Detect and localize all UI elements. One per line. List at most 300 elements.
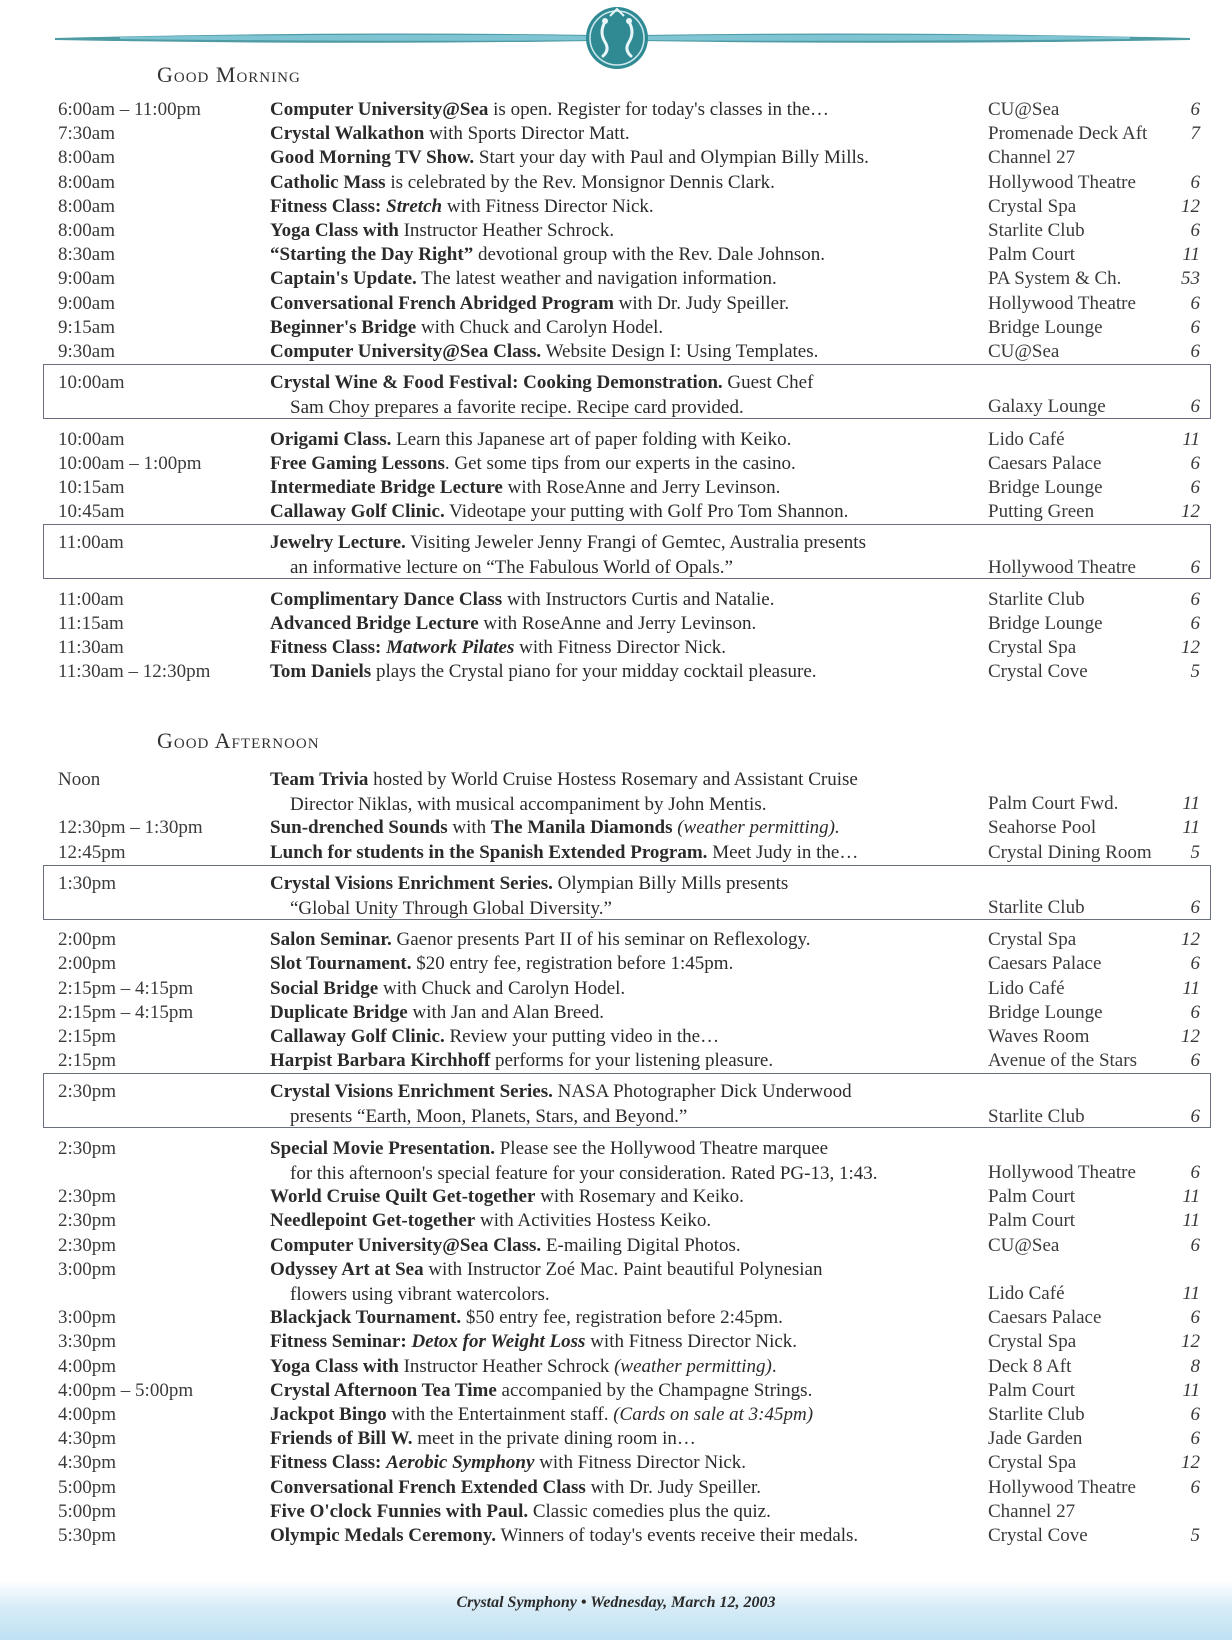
footer-text: Crystal Symphony • Wednesday, March 12, 2003 (456, 1594, 776, 1611)
event-time: 4:00pm (58, 1404, 117, 1425)
event-channel-or-deck: 6 (1190, 1476, 1200, 1498)
event-title: Sun-drenched Sounds (270, 817, 448, 839)
event-time: 2:30pm (58, 1137, 117, 1159)
event-row (58, 1426, 1200, 1451)
event-row (58, 1305, 1200, 1330)
event-detail: E-mailing Digital Photos. (541, 1234, 741, 1256)
event-row (58, 871, 1200, 919)
event-description (270, 1475, 761, 1500)
event-performer: The Manila Diamonds (490, 817, 673, 839)
event-description (270, 1024, 719, 1049)
event-row (58, 194, 1200, 219)
event-detail: with Rosemary and Keiko. (535, 1186, 744, 1208)
event-title: Conversational French Abridged Program (270, 292, 614, 314)
event-channel-or-deck: 6 (1190, 1428, 1200, 1450)
event-time: 8:00am (58, 220, 115, 241)
event-time: 2:30pm (58, 1186, 117, 1208)
event-channel-or-deck: 11 (1182, 1379, 1200, 1401)
event-description (270, 840, 858, 865)
event-location: Starlite Club (988, 588, 1085, 610)
event-channel-or-deck: 6 (1190, 220, 1200, 241)
event-detail: Videotape your putting with Golf Pro Tom Shannon. (444, 501, 849, 523)
event-channel-or-deck: 11 (1182, 1210, 1200, 1232)
event-detail: with Chuck and Carolyn Hodel. (378, 977, 626, 999)
event-title: Beginner's Bridge (270, 316, 417, 338)
event-location: Crystal Cove (988, 1525, 1088, 1546)
event-row (58, 242, 1200, 267)
section-title-morning: Good Morning (157, 62, 301, 87)
event-location: Palm Court (988, 1210, 1076, 1232)
event-time: 2:15pm – 4:15pm (58, 1001, 194, 1023)
event-title: Computer University@Sea Class. (270, 341, 542, 362)
event-detail: Instructor Heather Schrock (398, 1355, 615, 1377)
event-time: 8:00am (58, 147, 115, 169)
event-title: Odyssey Art at Sea (270, 1258, 424, 1280)
event-note: (Cards on sale at 3:45pm) (613, 1404, 814, 1425)
event-detail: Website Design I: Using Templates. (541, 341, 819, 362)
event-time: 11:00am (58, 532, 124, 554)
event-detail: with Dr. Judy Speiller. (585, 1476, 762, 1498)
event-title: Crystal Visions Enrichment Series. (270, 1081, 553, 1103)
event-row (58, 635, 1200, 660)
event-channel-or-deck: 6 (1190, 1161, 1200, 1183)
event-title: Callaway Golf Clinic. (270, 1026, 445, 1047)
event-time: 2:15pm (58, 1050, 117, 1072)
event-row (58, 927, 1200, 952)
event-time: 2:30pm (58, 1210, 117, 1232)
event-row (58, 266, 1200, 291)
event-detail: with Fitness Director Nick. (442, 195, 654, 217)
event-location: Putting Green (988, 501, 1095, 523)
event-description (270, 871, 788, 896)
event-row (58, 530, 1200, 579)
event-channel-or-deck: 6 (1190, 1105, 1200, 1127)
event-time: 5:00pm (58, 1500, 117, 1522)
event-title: Callaway Golf Clinic. (270, 501, 445, 523)
event-location: Hollywood Theatre (988, 171, 1136, 193)
event-row (58, 1233, 1200, 1258)
event-detail-continued: presents “Earth, Moon, Planets, Stars, and Beyond.” (290, 1106, 688, 1128)
event-channel-or-deck: 12 (1181, 195, 1200, 217)
event-channel-or-deck: 6 (1190, 1001, 1200, 1023)
event-note: (weather permitting) (614, 1355, 772, 1377)
event-channel-or-deck: 12 (1181, 1026, 1200, 1047)
event-channel-or-deck: 5 (1190, 1525, 1200, 1546)
event-channel-or-deck: 8 (1190, 1355, 1200, 1377)
event-detail-continued: Sam Choy prepares a favorite recipe. Recipe card provided. (290, 397, 744, 419)
event-detail: devotional group with the Rev. Dale Johnson. (473, 244, 825, 266)
event-detail: with Dr. Judy Speiller. (613, 292, 790, 314)
event-title: Crystal Afternoon Tea Time (270, 1379, 497, 1401)
event-time: 8:00am (58, 195, 115, 217)
event-detail: accompanied by the Champagne Strings. (496, 1379, 813, 1401)
event-title: Captain's Update. (270, 268, 417, 290)
event-row (58, 475, 1200, 500)
event-description (270, 475, 780, 500)
event-location: Crystal Spa (988, 1331, 1077, 1353)
event-detail-end: . (771, 1355, 777, 1377)
event-time: 10:00am (58, 372, 125, 394)
event-description (270, 315, 663, 340)
event-description (270, 1523, 858, 1548)
event-time: 2:30pm (58, 1234, 117, 1256)
event-location: Palm Court (988, 1186, 1076, 1208)
event-location: Channel 27 (988, 1500, 1076, 1522)
event-row (58, 1499, 1200, 1524)
event-detail: plays the Crystal piano for your midday cocktail pleasure. (371, 661, 817, 683)
event-detail: with Chuck and Carolyn Hodel. (416, 316, 664, 338)
event-location: Lido Café (988, 977, 1065, 999)
event-channel-or-deck: 11 (1182, 793, 1200, 815)
event-row (58, 1048, 1200, 1073)
event-description (270, 1184, 744, 1209)
event-description (270, 291, 789, 316)
event-detail: is open. Register for today's classes in the… (488, 99, 829, 120)
event-description (270, 1208, 711, 1233)
event-description (270, 499, 848, 524)
event-channel-or-deck: 6 (1190, 1234, 1200, 1256)
event-time: 8:30am (58, 244, 115, 266)
event-row (58, 339, 1200, 364)
event-detail: Please see the Hollywood Theatre marquee (494, 1137, 829, 1159)
event-detail: with Fitness Director Nick. (585, 1331, 798, 1353)
event-location: Caesars Palace (988, 452, 1102, 474)
event-description (270, 815, 840, 840)
event-title: Catholic Mass (270, 171, 386, 193)
event-row (58, 1354, 1200, 1379)
event-detail: with Fitness Director Nick. (514, 637, 726, 659)
event-detail: hosted by World Cruise Hostess Rosemary and Assistant Cruise (368, 769, 858, 790)
event-time: 11:30am (58, 637, 124, 659)
event-title: Special Movie Presentation. (270, 1137, 495, 1159)
event-description (270, 1329, 797, 1354)
event-detail: Visiting Jeweler Jenny Frangi of Gemtec, Australia presents (405, 532, 866, 554)
event-location: Channel 27 (988, 147, 1076, 169)
event-title: Good Morning TV Show. (270, 147, 475, 169)
event-location: Hollywood Theatre (988, 1476, 1136, 1498)
event-channel-or-deck: 12 (1181, 637, 1200, 659)
event-title: Friends of Bill W. (270, 1428, 413, 1450)
event-location: Crystal Spa (988, 929, 1077, 951)
event-description (270, 1354, 777, 1379)
event-title: Fitness Class: (270, 195, 387, 217)
event-location: Lido Café (988, 1282, 1065, 1304)
event-row (58, 1523, 1200, 1548)
event-detail: performs for your listening pleasure. (490, 1050, 774, 1072)
event-row (58, 370, 1200, 419)
event-description (270, 1048, 773, 1073)
event-location: Starlite Club (988, 896, 1085, 918)
event-description (270, 427, 791, 452)
event-location: Caesars Palace (988, 953, 1102, 975)
event-title-italic: Matwork Pilates (386, 637, 515, 659)
event-time: 3:00pm (58, 1258, 117, 1280)
event-channel-or-deck: 5 (1190, 661, 1200, 683)
event-row (58, 659, 1200, 684)
event-detail-continued: flowers using vibrant watercolors. (290, 1283, 550, 1305)
event-row (58, 451, 1200, 476)
event-row (58, 291, 1200, 316)
event-detail: . Get some tips from our experts in the casino. (444, 452, 796, 474)
event-title: Computer University@Sea Class. (270, 1234, 542, 1256)
event-time: 4:30pm (58, 1452, 117, 1474)
event-detail: with RoseAnne and Jerry Levinson. (478, 613, 757, 634)
event-title: Crystal Visions Enrichment Series. (270, 872, 553, 894)
event-detail: Classic comedies plus the quiz. (528, 1500, 771, 1522)
event-description (270, 587, 774, 612)
event-channel-or-deck: 11 (1182, 1282, 1200, 1304)
event-row (58, 1208, 1200, 1233)
event-title: Origami Class. (270, 428, 392, 450)
event-title: Tom Daniels (270, 661, 372, 683)
event-detail: Learn this Japanese art of paper folding with Keiko. (391, 428, 792, 450)
event-location: Hollywood Theatre (988, 556, 1136, 578)
event-detail: Winners of today's events receive their medals. (496, 1525, 859, 1546)
event-time: 10:00am (58, 428, 125, 450)
event-time: 2:30pm (58, 1081, 117, 1103)
event-title: Fitness Class: (270, 1452, 387, 1474)
event-row (58, 1450, 1200, 1475)
event-time: 2:00pm (58, 953, 117, 975)
event-time: 4:00pm (58, 1355, 117, 1377)
event-time: 6:00am – 11:00pm (58, 99, 201, 120)
event-channel-or-deck: 12 (1181, 501, 1200, 523)
event-channel-or-deck: 6 (1190, 477, 1200, 498)
event-row (58, 1024, 1200, 1049)
event-row (58, 170, 1200, 195)
event-location: Crystal Spa (988, 637, 1077, 659)
event-channel-or-deck: 11 (1182, 817, 1200, 839)
event-detail: with Jan and Alan Breed. (407, 1001, 605, 1023)
event-time: 9:30am (58, 341, 115, 362)
event-description (270, 194, 654, 219)
event-row (58, 767, 1200, 815)
event-channel-or-deck: 6 (1190, 292, 1200, 314)
event-location: Promenade Deck Aft (988, 123, 1148, 145)
event-detail: with RoseAnne and Jerry Levinson. (502, 477, 781, 498)
event-location: Bridge Lounge (988, 1001, 1103, 1023)
event-description (270, 1499, 771, 1524)
event-time: 11:30am – 12:30pm (58, 661, 211, 683)
event-title: Computer University@Sea (270, 99, 489, 120)
event-time: 11:00am (58, 588, 124, 610)
event-channel-or-deck: 6 (1190, 953, 1200, 975)
event-row (58, 499, 1200, 524)
event-channel-or-deck: 11 (1182, 1186, 1200, 1208)
event-location: Crystal Dining Room (988, 841, 1152, 863)
event-time: 10:00am – 1:00pm (58, 452, 202, 474)
event-detail: Olympian Billy Mills presents (552, 872, 789, 894)
event-title: Jackpot Bingo (270, 1404, 387, 1425)
event-location: PA System & Ch. (988, 268, 1122, 290)
event-time: 9:00am (58, 292, 115, 314)
event-detail: is celebrated by the Rev. Monsignor Dennis Clark. (385, 171, 775, 193)
event-row (58, 218, 1200, 243)
event-detail: with Instructors Curtis and Natalie. (502, 588, 775, 610)
event-time: 10:15am (58, 477, 125, 498)
event-row (58, 1184, 1200, 1209)
event-row (58, 1378, 1200, 1403)
event-note: (weather permitting). (672, 817, 840, 839)
event-time: 2:15pm – 4:15pm (58, 977, 194, 999)
event-time: 1:30pm (58, 872, 117, 894)
event-channel-or-deck: 5 (1190, 841, 1200, 863)
event-title: Lunch for students in the Spanish Extended Program. (270, 841, 708, 863)
event-row (58, 840, 1200, 865)
event-channel-or-deck: 6 (1190, 556, 1200, 578)
event-time: 2:15pm (58, 1026, 117, 1047)
event-time: 8:00am (58, 171, 115, 193)
event-title: Fitness Class: (270, 637, 387, 659)
event-description (270, 951, 733, 976)
event-location: Lido Café (988, 428, 1065, 450)
event-description (270, 1079, 852, 1104)
event-detail-continued: an informative lecture on “The Fabulous World of Opals.” (290, 557, 733, 579)
event-description (270, 1233, 741, 1258)
event-row (58, 1000, 1200, 1025)
event-row (58, 1079, 1200, 1128)
event-description (270, 451, 796, 476)
event-title: Olympic Medals Ceremony. (270, 1525, 497, 1546)
event-title: Blackjack Tournament. (270, 1307, 462, 1329)
event-description (270, 635, 726, 660)
event-channel-or-deck: 6 (1190, 316, 1200, 338)
event-description (270, 1136, 828, 1161)
event-description (270, 1305, 783, 1330)
event-title: Complimentary Dance Class (270, 588, 503, 610)
event-channel-or-deck: 53 (1181, 268, 1200, 290)
event-detail: Meet Judy in the… (707, 841, 859, 863)
event-time: 11:15am (58, 613, 124, 634)
event-row (58, 815, 1200, 840)
event-location: CU@Sea (988, 1234, 1060, 1256)
event-title: Crystal Walkathon (270, 123, 425, 145)
event-row (58, 427, 1200, 452)
event-location: Palm Court Fwd. (988, 793, 1119, 815)
event-row (58, 951, 1200, 976)
event-title: Needlepoint Get-together (270, 1210, 476, 1232)
event-description (270, 659, 817, 684)
event-location: Seahorse Pool (988, 817, 1097, 839)
event-title: Yoga Class with (270, 1355, 399, 1377)
event-channel-or-deck: 11 (1182, 428, 1200, 450)
event-channel-or-deck: 6 (1190, 896, 1200, 918)
event-detail: The latest weather and navigation information. (416, 268, 777, 290)
event-location: Starlite Club (988, 220, 1085, 241)
event-location: Palm Court (988, 244, 1076, 266)
event-location: Deck 8 Aft (988, 1355, 1072, 1377)
event-detail: Start your day with Paul and Olympian Billy Mills. (474, 147, 869, 169)
event-channel-or-deck: 12 (1181, 1452, 1200, 1474)
event-description (270, 266, 777, 291)
event-title: Intermediate Bridge Lecture (270, 477, 503, 498)
event-description (270, 121, 630, 146)
event-description (270, 976, 625, 1001)
event-description (270, 97, 829, 122)
event-description (270, 530, 866, 555)
section-title-afternoon: Good Afternoon (157, 728, 320, 753)
footer-band (0, 1580, 1232, 1640)
event-title: Free Gaming Lessons (270, 452, 445, 474)
event-row (58, 145, 1200, 170)
event-row (58, 587, 1200, 612)
event-title: Five O'clock Funnies with Paul. (270, 1500, 529, 1522)
event-time: 3:30pm (58, 1331, 117, 1353)
event-location: Crystal Spa (988, 1452, 1077, 1474)
event-row (58, 976, 1200, 1001)
event-channel-or-deck: 6 (1190, 1050, 1200, 1072)
event-row (58, 1402, 1200, 1427)
event-location: CU@Sea (988, 341, 1060, 362)
event-title: Fitness Seminar: (270, 1331, 412, 1353)
event-channel-or-deck: 6 (1190, 341, 1200, 362)
event-location: Waves Room (988, 1026, 1090, 1047)
event-location: Hollywood Theatre (988, 1161, 1136, 1183)
event-location: Starlite Club (988, 1404, 1085, 1425)
event-detail: with (447, 817, 491, 839)
event-time: 2:00pm (58, 929, 117, 951)
event-description (270, 927, 811, 952)
event-title: Social Bridge (270, 977, 379, 999)
event-time: Noon (58, 769, 101, 790)
event-time: 7:30am (58, 123, 115, 145)
event-description (270, 1450, 746, 1475)
event-channel-or-deck: 6 (1190, 588, 1200, 610)
event-row (58, 611, 1200, 636)
event-row (58, 1136, 1200, 1184)
event-location: CU@Sea (988, 99, 1060, 120)
event-time: 12:45pm (58, 841, 126, 863)
event-location: Crystal Spa (988, 195, 1077, 217)
event-title: Salon Seminar. (270, 929, 392, 951)
event-title: Conversational French Extended Class (270, 1476, 586, 1498)
event-title: “Starting the Day Right” (270, 244, 474, 266)
event-row (58, 97, 1200, 122)
event-detail: with the Entertainment staff. (386, 1404, 614, 1425)
event-channel-or-deck: 6 (1190, 452, 1200, 474)
event-description (270, 1402, 813, 1427)
event-time: 12:30pm – 1:30pm (58, 817, 203, 839)
event-channel-or-deck: 12 (1181, 929, 1200, 951)
event-location: Palm Court (988, 1379, 1076, 1401)
event-title: World Cruise Quilt Get-together (270, 1186, 536, 1208)
event-detail: Instructor Heather Schrock. (398, 220, 615, 241)
event-channel-or-deck: 11 (1182, 244, 1200, 266)
event-detail: NASA Photographer Dick Underwood (552, 1081, 852, 1103)
event-title-italic: Detox for Weight Loss (411, 1331, 586, 1353)
event-detail: meet in the private dining room in… (412, 1428, 696, 1450)
event-description (270, 170, 775, 195)
event-detail-continued: “Global Unity Through Global Diversity.” (290, 897, 612, 919)
event-title-italic: Stretch (386, 195, 443, 217)
event-channel-or-deck: 6 (1190, 613, 1200, 634)
event-title: Yoga Class with (270, 220, 399, 241)
event-location: Starlite Club (988, 1105, 1085, 1127)
event-title: Slot Tournament. (270, 953, 412, 975)
event-description (270, 242, 825, 267)
event-location: Hollywood Theatre (988, 292, 1136, 314)
event-location: Caesars Palace (988, 1307, 1102, 1329)
event-description (270, 370, 813, 395)
event-detail: with Sports Director Matt. (424, 123, 630, 145)
event-detail: $50 entry fee, registration before 2:45pm. (461, 1307, 783, 1329)
event-location: Galaxy Lounge (988, 396, 1106, 418)
event-time: 5:00pm (58, 1476, 117, 1498)
event-description (270, 339, 818, 364)
seahorse-emblem-icon (586, 7, 648, 69)
event-channel-or-deck: 11 (1182, 977, 1200, 999)
event-detail-continued: for this afternoon's special feature for your consideration. Rated PG-13, 1:43. (290, 1162, 878, 1184)
